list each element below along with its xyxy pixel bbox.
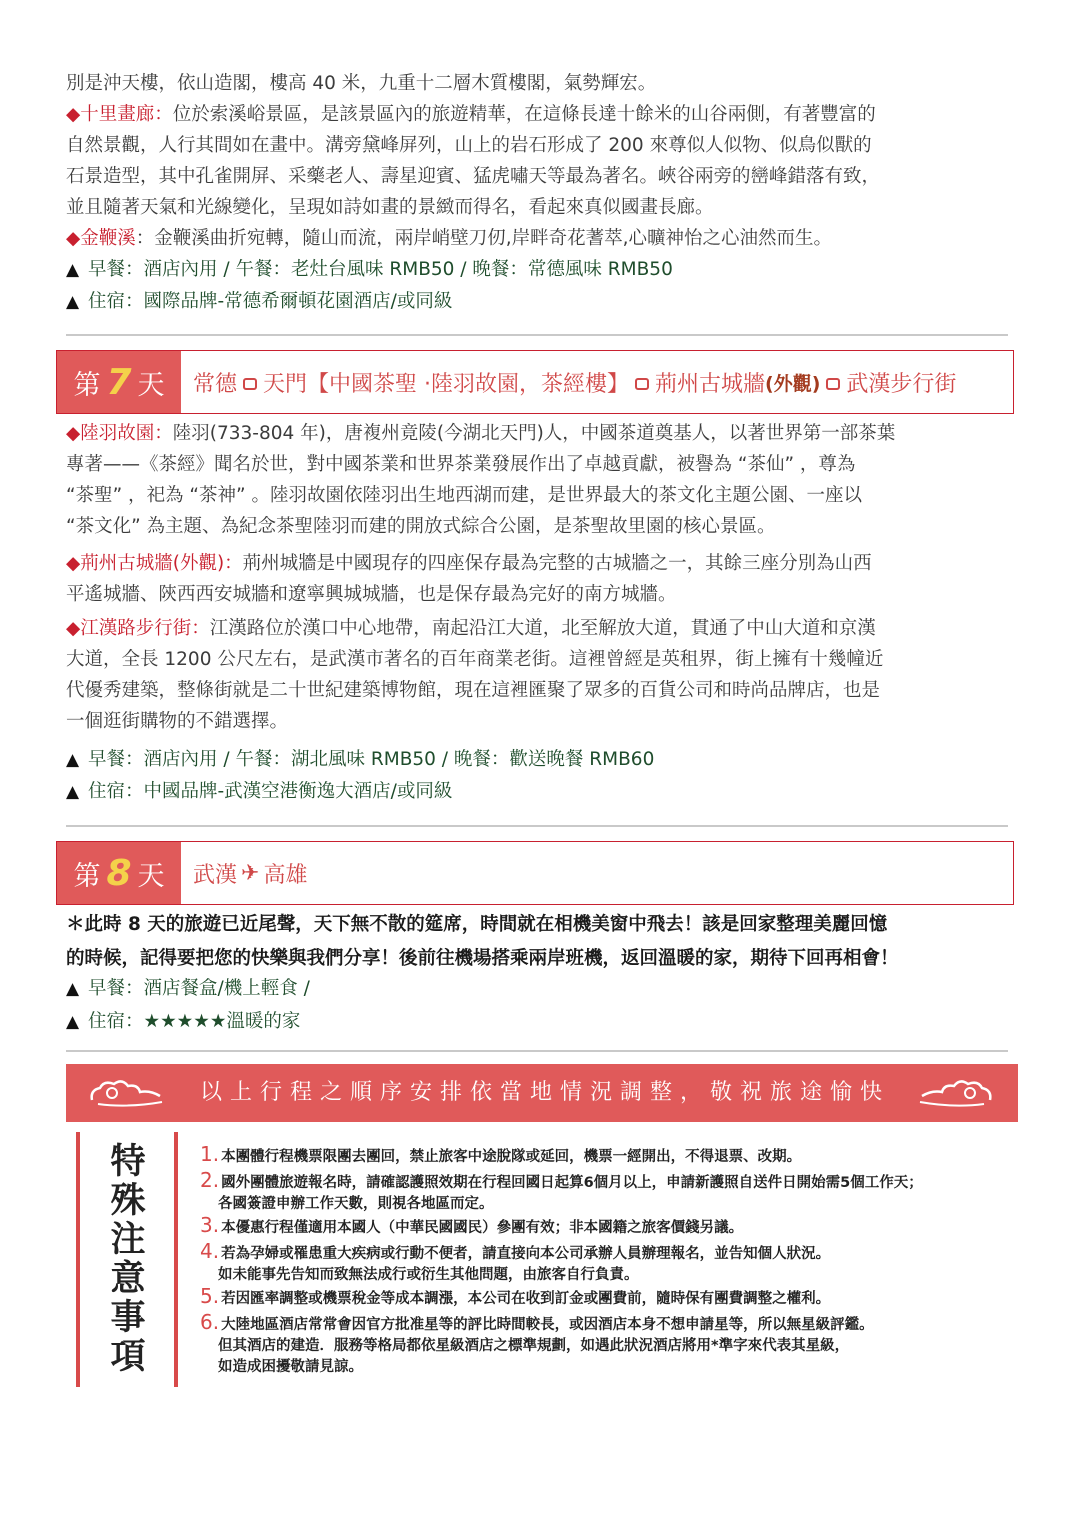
note-item: 6. 大陸地區酒店常常會因官方批准星等的評比時間較長，或因酒店本身不想申請星等，所以無星級評鑑。 但其酒店的建造．服務等格局都依星級酒店之標準規劃，如遇此狀況酒店將用*準字來代表其星級， 如造成困擾敬請見諒。 [200, 1310, 874, 1375]
triangle-icon: ▲ [66, 750, 80, 770]
divider [66, 334, 1008, 336]
notes-left-bar [76, 1132, 80, 1387]
note-item: 2. 國外團體旅遊報名時，請確認護照效期在行程回國日起算6個月以上，申請新護照自送件日開始需5個工作天； 各國簽證申辦工作天數，則視各地區而定。 [200, 1168, 923, 1212]
triangle-icon: ▲ [66, 782, 80, 802]
bus-icon [826, 378, 840, 390]
day-number-box: 第 7 天 [57, 351, 181, 413]
day6-hotel: ▲ 住宿：國際品牌-常德希爾頓花園酒店/或同級 [66, 286, 452, 318]
attraction-title: ◆金鞭溪 [66, 228, 136, 249]
airplane-icon: ✈ [241, 860, 260, 886]
day8-meals: ▲ 早餐：酒店餐盒/機上輕食 / [66, 973, 310, 1005]
attraction-jinbian-stream: ◆金鞭溪：金鞭溪曲折宛轉，隨山而流，兩岸峭壁刀仞,岸畔奇花蓍萃,心曠神怡之心油然而生。 [66, 228, 832, 249]
divider [66, 1050, 1008, 1052]
attraction-title: ◆十里畫廊： [66, 104, 173, 125]
bus-icon [635, 378, 649, 390]
day-number-box: 第 8 天 [57, 842, 181, 904]
day-route: 常德 天門【中國茶聖 ·陸羽故園，茶經樓】 荊州古城牆 (外觀) 武漢步行街 [193, 371, 957, 397]
notes-title: 特殊注意事項 [110, 1141, 146, 1377]
day8-hotel: ▲ 住宿：★★★★★溫暖的家 [66, 1006, 300, 1038]
bus-icon [243, 378, 257, 390]
attraction-jingzhou-wall: ◆荊州古城牆(外觀)：荊州城牆是中國現存的四座保存最為完整的古城牆之一，其餘三座分別為山西 平遙城牆、陝西西安城牆和遼寧興城城牆，也是保存最為完好的南方城牆。 [66, 553, 872, 605]
attraction-title: ◆陸羽故園： [66, 423, 173, 444]
closing-banner [66, 1064, 1018, 1122]
attraction-title: ◆荊州古城牆(外觀)： [66, 553, 243, 574]
attraction-jianghan-road: ◆江漢路步行街：江漢路位於漢口中心地帶，南起沿江大道，北至解放大道，貫通了中山大道和京漢 大道，全長 1200 公尺左右，是武漢市著名的百年商業老街。這裡曾經是英租界，街上擁有十幾幢近 代優秀建築，整條街就是二十世紀建築博物館，現在這裡匯聚了眾多的百貨公司和時尚品牌店，也是 一個逛街購物的不錯選擇。 [66, 618, 884, 732]
triangle-icon: ▲ [66, 1012, 80, 1032]
divider [66, 825, 1008, 827]
intro-text: 別是沖天樓，依山造閣，樓高 40 米，九重十二層木質樓閣，氣勢輝宏。 [66, 73, 657, 94]
note-item: 5. 若因匯率調整或機票稅金等成本調漲，本公司在收到訂金或團費前，隨時保有團費調整之權利。 [200, 1284, 831, 1308]
attraction-luyu-garden: ◆陸羽故園：陸羽(733-804 年)，唐複州竟陵(今湖北天門)人，中國茶道奠基人，以著世界第一部茶葉 專著——《茶經》聞名於世，對中國茶業和世界茶業發展作出了卓越貢獻，被譽為 “茶仙” ，尊為 “茶聖” ，祀為 “茶神” 。陸羽故園依陸羽出生地西湖而建，是世界最大的茶文化主題公園、一座以 “茶文化” 為主題、為紀念茶聖陸羽而建的開放式綜合公園，是茶聖故里園的核心景區。 [66, 423, 896, 537]
banner-text: 以上行程之順序安排依當地情況調整，敬祝旅途愉快 [200, 1080, 891, 1105]
day6-meals: ▲ 早餐：酒店內用 / 午餐：老灶台風味 RMB50 / 晚餐：常德風味 RMB50 [66, 254, 673, 286]
triangle-icon: ▲ [66, 979, 80, 999]
day8-header [56, 841, 1014, 905]
day8-description: ＊此時 8 天的旅遊已近尾聲，天下無不散的筵席，時間就在相機美窗中飛去！該是回家整理美麗回憶 的時候，記得要把您的快樂與我們分享！後前往機場搭乘兩岸班機，返回溫暖的家，期待下回再相會！ [66, 914, 899, 969]
triangle-icon: ▲ [66, 292, 80, 312]
attraction-title: ◆江漢路步行街： [66, 618, 210, 639]
day7-meals: ▲ 早餐：酒店內用 / 午餐：湖北風味 RMB50 / 晚餐：歡送晚餐 RMB60 [66, 744, 654, 776]
note-item: 1. 本團體行程機票限團去團回，禁止旅客中途脫隊或延回，機票一經開出，不得退票、改期。 [200, 1142, 802, 1166]
day7-hotel: ▲ 住宿：中國品牌-武漢空港衡逸大酒店/或同級 [66, 776, 452, 808]
attraction-shili-gallery: ◆十里畫廊：位於索溪峪景區，是該景區內的旅遊精華，在這條長達十餘米的山谷兩側，有著豐富的 自然景觀，人行其間如在畫中。溝旁黛峰屏列，山上的岩石形成了 200 來尊似人似物、似鳥似獸的 石景造型，其中孔雀開屏、采藥老人、壽星迎賓、猛虎嘯天等最為著名。峽谷兩旁的巒峰錯落有致， 並且隨著天氣和光線變化，呈現如詩如畫的景緻而得名，看起來真似國畫長廊。 [66, 104, 881, 218]
triangle-icon: ▲ [66, 260, 80, 280]
note-item: 4. 若為孕婦或罹患重大疾病或行動不便者，請直接向本公司承辦人員辦理報名，並告知個人狀況。 如未能事先告知而致無法成行或衍生其他問題，由旅客自行負責。 [200, 1239, 831, 1283]
day7-header [56, 350, 1014, 414]
notes-divider-bar [174, 1132, 178, 1387]
cloud-ornament-icon [918, 1078, 994, 1108]
note-item: 3. 本優惠行程僅適用本國人（中華民國國民）參團有效；非本國籍之旅客價錢另議。 [200, 1213, 744, 1237]
day-route: 武漢 ✈ 高雄 [193, 860, 308, 888]
cloud-ornament-icon [88, 1078, 164, 1108]
